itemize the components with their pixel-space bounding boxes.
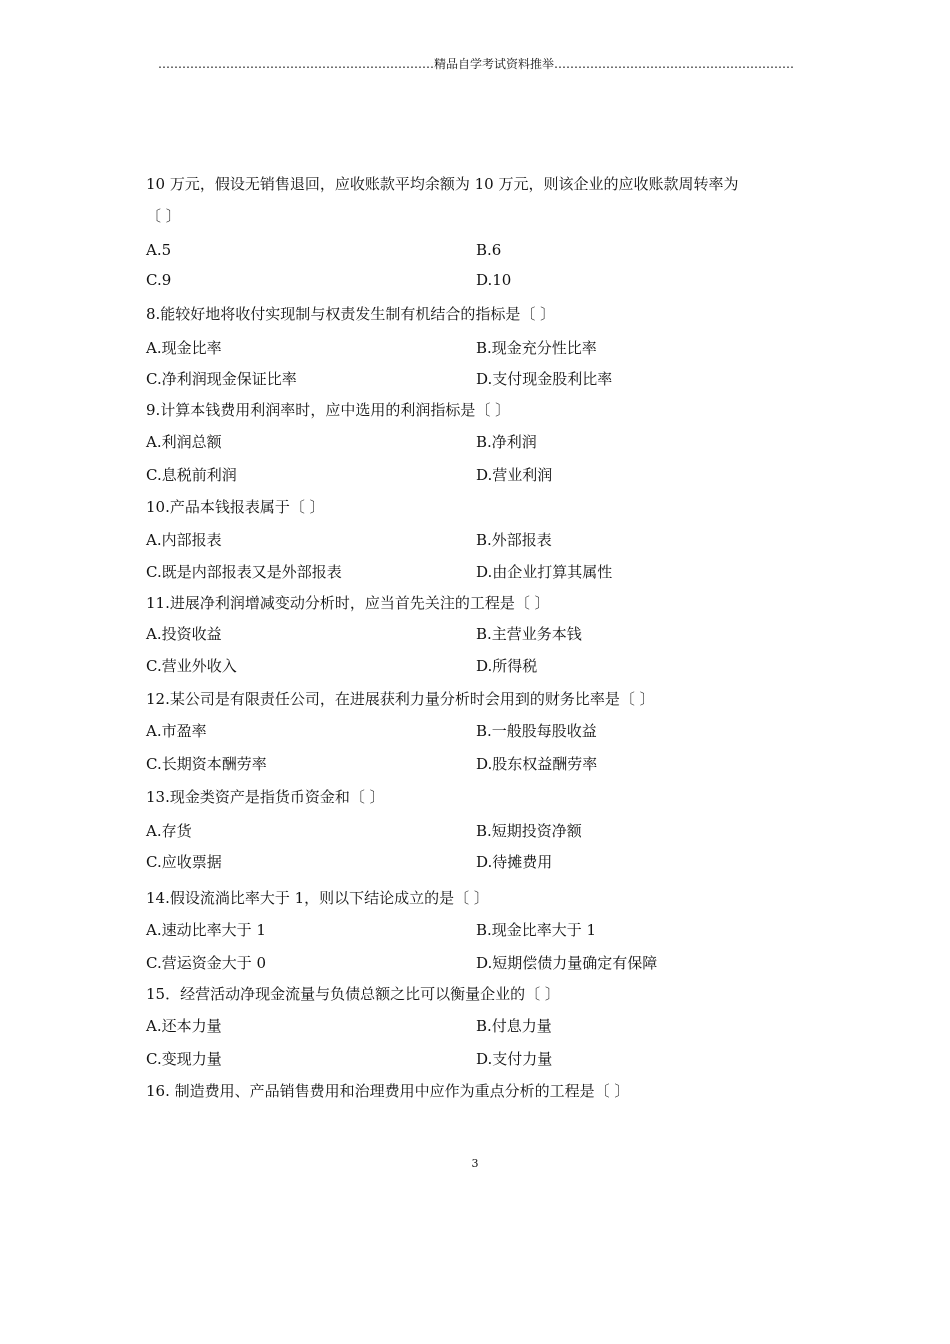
question-14-option-b: B.现金比率大于 1 <box>476 921 597 939</box>
question-10-option-a: A.内部报表 <box>146 531 222 549</box>
question-14-option-a: A.速动比率大于 1 <box>146 921 266 939</box>
answer-bracket: 〔 〕 <box>146 207 181 225</box>
question-12-option-b: B.一般股每股收益 <box>476 722 597 740</box>
question-14-stem: 14.假设流淌比率大于 1，则以下结论成立的是〔 〕 <box>146 889 489 907</box>
question-15-option-d: D.支付力量 <box>476 1050 553 1068</box>
question-13-option-a: A.存货 <box>146 822 192 840</box>
question-10-option-c: C.既是内部报表又是外部报表 <box>146 563 342 581</box>
question-9-option-c: C.息税前利润 <box>146 466 237 484</box>
option-a: A.5 <box>146 241 172 259</box>
page-number: 3 <box>471 1157 479 1170</box>
question-12-option-a: A.市盈率 <box>146 722 207 740</box>
question-8-stem: 8.能较好地将收付实现制与权责发生制有机结合的指标是〔 〕 <box>146 305 556 323</box>
option-d: D.10 <box>476 271 512 289</box>
question-8-option-b: B.现金充分性比率 <box>476 339 597 357</box>
question-9-option-b: B.净利润 <box>476 433 537 451</box>
question-13-option-d: D.待摊费用 <box>476 853 553 871</box>
question-11-option-b: B.主营业务本钱 <box>476 625 582 643</box>
question-9-option-d: D.营业利润 <box>476 466 553 484</box>
question-15-option-a: A.还本力量 <box>146 1017 222 1035</box>
question-12-option-c: C.长期资本酬劳率 <box>146 755 267 773</box>
question-12-stem: 12.某公司是有限责任公司，在进展获利力量分析时会用到的财务比率是〔 〕 <box>146 690 655 708</box>
question-12-option-d: D.股东权益酬劳率 <box>476 755 598 773</box>
question-10-stem: 10.产品本钱报表属于〔 〕 <box>146 498 325 516</box>
question-16-stem: 16. 制造费用、产品销售费用和治理费用中应作为重点分析的工程是〔 〕 <box>146 1082 630 1100</box>
question-15-option-b: B.付息力量 <box>476 1017 552 1035</box>
question-8-option-c: C.净利润现金保证比率 <box>146 370 297 388</box>
question-11-option-d: D.所得税 <box>476 657 538 675</box>
option-c: C.9 <box>146 271 172 289</box>
page-header: ……………………………………………………………精品自学考试资料推举…………………………………………………… <box>158 57 794 71</box>
question-11-option-a: A.投资收益 <box>146 625 222 643</box>
question-8-option-a: A.现金比率 <box>146 339 222 357</box>
question-8-option-d: D.支付现金股利比率 <box>476 370 613 388</box>
question-9-stem: 9.计算本钱费用利润率时，应中选用的利润指标是〔 〕 <box>146 401 511 419</box>
question-11-option-c: C.营业外收入 <box>146 657 237 675</box>
question-9-option-a: A.利润总额 <box>146 433 222 451</box>
option-b: B.6 <box>476 241 502 259</box>
question-14-option-d: D.短期偿债力量确定有保障 <box>476 954 658 972</box>
question-13-option-b: B.短期投资净额 <box>476 822 582 840</box>
question-10-option-b: B.外部报表 <box>476 531 552 549</box>
question-15-stem: 15．经营活动净现金流量与负债总额之比可以衡量企业的〔 〕 <box>146 985 560 1003</box>
question-11-stem: 11.进展净利润增减变动分析时，应当首先关注的工程是〔 〕 <box>146 594 550 612</box>
question-continuation-line: 10 万元，假设无销售退回，应收账款平均余额为 10 万元，则该企业的应收账款周转率为 <box>146 175 739 193</box>
question-15-option-c: C.变现力量 <box>146 1050 222 1068</box>
question-13-stem: 13.现金类资产是指货币资金和〔 〕 <box>146 788 385 806</box>
question-14-option-c: C.营运资金大于 0 <box>146 954 267 972</box>
question-10-option-d: D.由企业打算其属性 <box>476 563 613 581</box>
question-13-option-c: C.应收票据 <box>146 853 222 871</box>
